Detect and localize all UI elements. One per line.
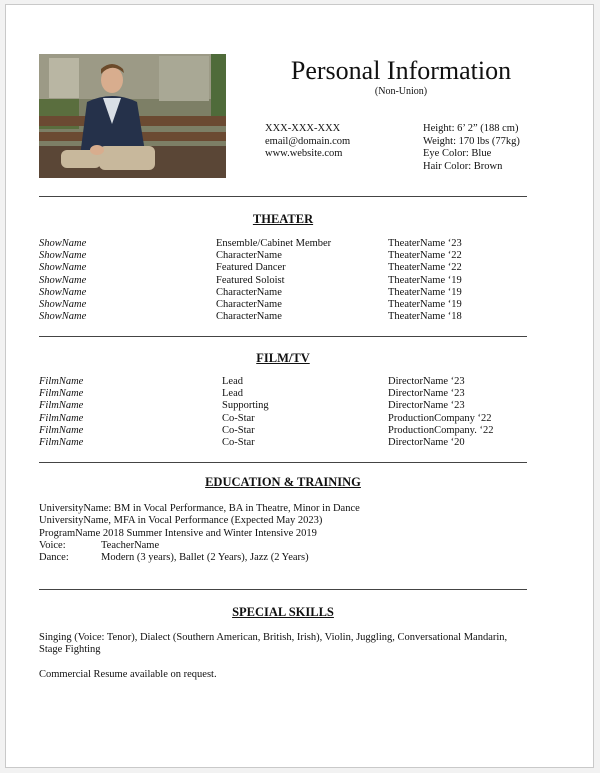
education-heading: EDUCATION & TRAINING <box>205 475 361 489</box>
dance-training <box>39 552 529 564</box>
dance-value: Modern (3 years), Ballet (2 Years), Jazz (2 Years) <box>101 552 309 564</box>
credit-row <box>39 311 529 323</box>
education-list <box>39 503 529 564</box>
education-line: ProgramName 2018 Summer Intensive and Winter Intensive 2019 <box>39 527 317 539</box>
page-title: Personal Information <box>290 56 512 85</box>
education-line: UniversityName, MFA in Vocal Performance (Expected May 2023) <box>39 515 323 527</box>
credit-row <box>39 299 529 311</box>
credit-title: ShowName <box>39 286 87 298</box>
credit-venue: DirectorName ‘23 <box>388 376 465 387</box>
height-stat: Height: 6’ 2” (188 cm) <box>423 123 519 134</box>
hair-color-stat: Hair Color: Brown <box>423 160 503 172</box>
credit-row <box>39 376 529 388</box>
credit-venue: DirectorName ‘23 <box>388 388 465 400</box>
voice-value: TeacherName <box>101 539 160 551</box>
credit-venue: TheaterName ‘19 <box>388 286 462 298</box>
divider <box>39 336 527 337</box>
divider <box>39 462 527 463</box>
credit-venue: DirectorName ‘20 <box>388 436 465 448</box>
credit-title: ShowName <box>39 262 87 274</box>
credit-venue: TheaterName ‘18 <box>388 311 462 323</box>
headshot-photo <box>39 54 226 178</box>
credit-row <box>39 250 529 262</box>
credit-role: Featured Soloist <box>216 274 285 286</box>
credit-role: Co-Star <box>222 412 255 424</box>
credit-role: CharacterName <box>216 311 282 323</box>
voice-label: Voice: <box>39 539 66 551</box>
special-skills-heading: SPECIAL SKILLS <box>232 605 334 619</box>
credit-title: FilmName <box>39 424 84 436</box>
theater-heading: THEATER <box>252 212 314 226</box>
credit-title: FilmName <box>39 376 84 387</box>
credit-title: FilmName <box>39 436 84 448</box>
credit-row <box>39 400 529 412</box>
credit-venue: ProductionCompany. ‘22 <box>388 424 494 436</box>
credit-venue: TheaterName ‘23 <box>388 238 462 249</box>
credit-title: ShowName <box>39 274 87 286</box>
credit-row <box>39 425 529 437</box>
credit-role: Lead <box>222 376 243 387</box>
credit-row <box>39 413 529 425</box>
theater-credits <box>39 238 529 323</box>
credit-row <box>39 275 529 287</box>
eye-color-stat: Eye Color: Blue <box>423 148 492 159</box>
credit-row <box>39 437 529 449</box>
credit-venue: TheaterName ‘22 <box>388 250 462 262</box>
credit-role: Co-Star <box>222 436 255 448</box>
voice-training <box>39 540 529 552</box>
credit-venue: ProductionCompany ‘22 <box>388 412 492 424</box>
dance-label: Dance: <box>39 552 69 564</box>
commercial-resume-note: Commercial Resume available on request. <box>39 669 217 680</box>
education-line: UniversityName: BM in Vocal Performance, BA in Theatre, Minor in Dance <box>39 503 360 514</box>
website: www.website.com <box>265 148 343 159</box>
credit-title: FilmName <box>39 400 84 412</box>
phone-number: XXX-XXX-XXX <box>265 123 341 134</box>
physical-stats <box>423 123 520 173</box>
credit-title: FilmName <box>39 412 84 424</box>
credit-row <box>39 238 529 250</box>
credit-role: CharacterName <box>216 298 282 310</box>
credit-row <box>39 388 529 400</box>
credit-role: Ensemble/Cabinet Member <box>216 238 332 249</box>
credit-venue: TheaterName ‘19 <box>388 298 462 310</box>
credit-role: Co-Star <box>222 424 255 436</box>
credit-title: ShowName <box>39 311 87 323</box>
film-tv-credits <box>39 376 529 449</box>
credit-venue: DirectorName ‘23 <box>388 400 465 412</box>
union-status: (Non-Union) <box>374 86 428 97</box>
contact-info <box>265 123 350 161</box>
credit-title: FilmName <box>39 388 84 400</box>
resume-page <box>5 4 594 768</box>
credit-role: Lead <box>222 388 243 400</box>
email-address: email@domain.com <box>265 135 351 147</box>
divider <box>39 589 527 590</box>
credit-role: Featured Dancer <box>216 262 286 274</box>
credit-venue: TheaterName ‘22 <box>388 262 462 274</box>
credit-role: CharacterName <box>216 286 282 298</box>
weight-stat: Weight: 170 lbs (77kg) <box>423 135 520 147</box>
credit-row <box>39 287 529 299</box>
credit-role: CharacterName <box>216 250 282 262</box>
divider <box>39 196 527 197</box>
credit-row <box>39 262 529 274</box>
credit-title: ShowName <box>39 298 87 310</box>
film-tv-heading: FILM/TV <box>256 351 310 365</box>
special-skills-text: Singing (Voice: Tenor), Dialect (Southern American, British, Irish), Violin, Juggling, Conversational Mandarin, Stage Fighting <box>39 632 508 656</box>
credit-role: Supporting <box>222 400 269 412</box>
credit-title: ShowName <box>39 250 87 262</box>
credit-title: ShowName <box>39 238 87 249</box>
credit-venue: TheaterName ‘19 <box>388 274 462 286</box>
